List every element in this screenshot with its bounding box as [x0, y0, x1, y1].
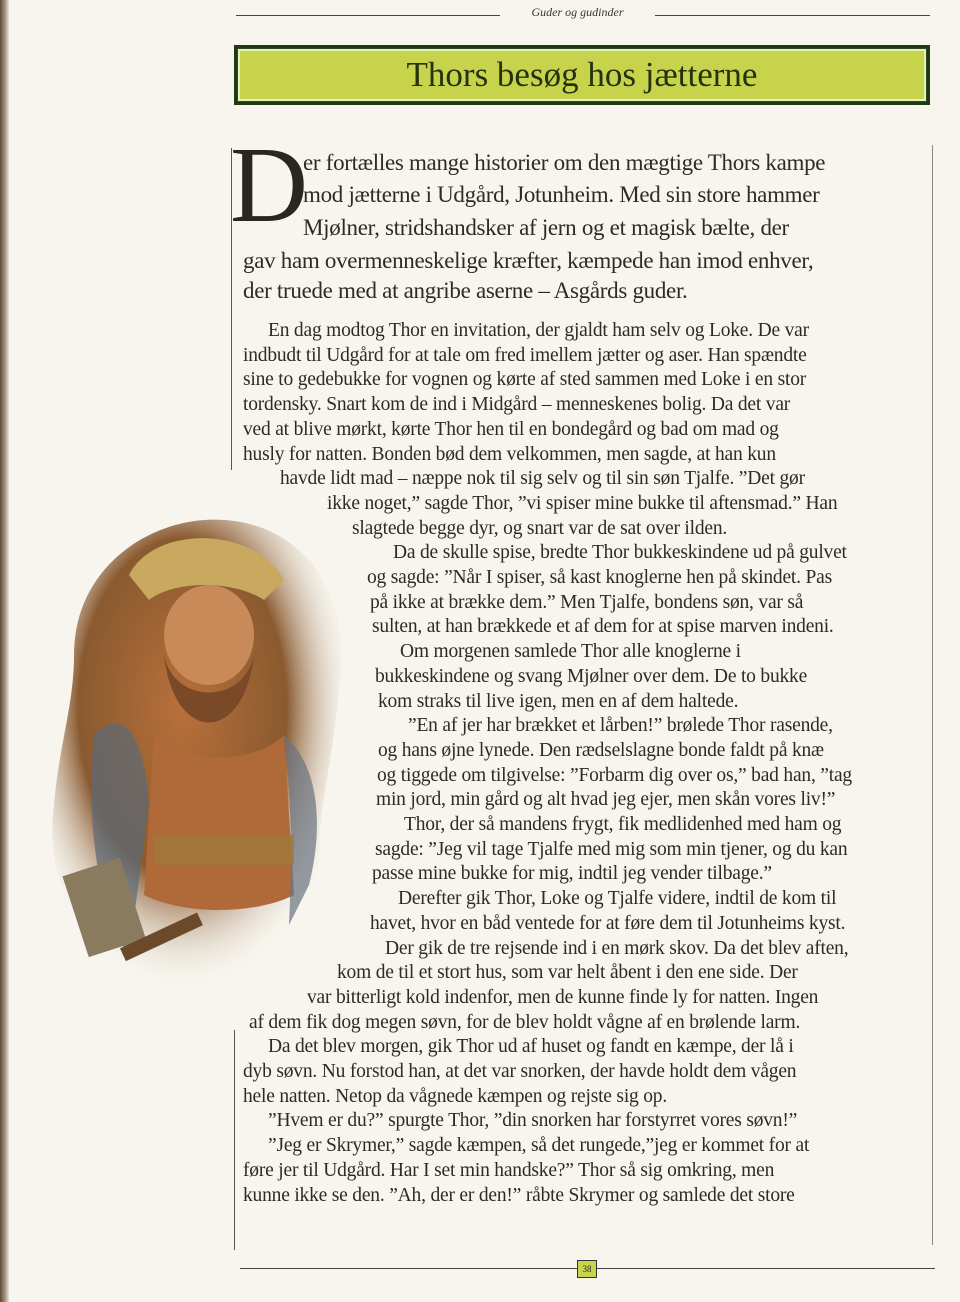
body-line: En dag modtog Thor en invitation, der gjaldt ham selv og Loke. De var: [268, 320, 809, 341]
body-line: sagde: ”Jeg vil tage Tjalfe med mig som min tjener, og du kan: [375, 838, 848, 860]
body-line: tordensky. Snart kom de ind i Midgård – menneskenes bolig. Da det var: [243, 394, 791, 416]
body-line: ikke noget,” sagde Thor, ”vi spiser mine bukke til aftensmad.” Han: [327, 492, 838, 514]
body-line: indbudt til Udgård for at tale om fred imellem jætter og aser. Han spændte: [243, 344, 807, 366]
body-line: bukkeskindene og svang Mjølner over dem. De to bukke: [375, 665, 808, 687]
body-line: hele natten. Netop da vågnede kæmpen og rejste sig op.: [243, 1085, 668, 1107]
body-line: var bitterligt kold indenfor, men de kunne finde ly for natten. Ingen: [307, 986, 819, 1008]
header-rule-left: [236, 15, 500, 16]
header-rule-right: [655, 15, 930, 16]
intro-line: mod jætterne i Udgård, Jotunheim. Med sin store hammer: [303, 182, 820, 207]
body-line: på ikke at brække dem.” Men Tjalfe, bondens søn, var så: [370, 591, 804, 613]
body-line: ”Hvem er du?” spurgte Thor, ”din snorken har forstyrret vores søvn!”: [268, 1110, 798, 1132]
footer-rule-left: [240, 1268, 577, 1269]
page-binding: [0, 0, 9, 1302]
drop-cap: D: [230, 126, 308, 245]
body-line: kom de til et stort hus, som var helt åbent i den ene side. Der: [337, 962, 798, 984]
body-line: og tiggede om tilgivelse: ”Forbarm dig over os,” bad han, ”tag: [377, 764, 852, 786]
body-line: ”Jeg er Skrymer,” sagde kæmpen, så det rungede,”jeg er kommet for at: [268, 1135, 810, 1157]
illustration-thor: [34, 505, 379, 1000]
body-line: slagtede begge dyr, og snart var de sat over ilden.: [352, 517, 728, 539]
body-line: Derefter gik Thor, Loke og Tjalfe videre, indtil de kom til: [398, 888, 837, 910]
body-line: havet, hvor en båd ventede for at føre dem til Jotunheims kyst.: [370, 912, 846, 934]
body-line: ved at blive mørkt, kørte Thor hen til en bondegård og bad om mad og: [243, 418, 779, 440]
page-number: 38: [577, 1260, 597, 1278]
intro-line: gav ham overmenneskelige kræfter, kæmpede han imod enhver,: [243, 248, 814, 273]
page-title: Thors besøg hos jætterne: [238, 49, 926, 101]
section-header: Guder og gudinder: [531, 5, 624, 19]
body-line: passe mine bukke for mig, indtil jeg vender tilbage.”: [372, 863, 772, 885]
body-line: Da det blev morgen, gik Thor ud af huset og fandt en kæmpe, der lå i: [268, 1036, 794, 1058]
body-line: af dem fik dog megen søvn, for de blev holdt vågne af en brølende larm.: [249, 1011, 801, 1033]
body-line: Thor, der så mandens frygt, fik medlidenhed med ham og: [404, 814, 842, 835]
left-rule-bottom: [234, 1030, 235, 1250]
body-line: Om morgenen samlede Thor alle knoglerne i: [400, 641, 741, 663]
body-line: kunne ikke se den. ”Ah, der er den!” råbte Skrymer og samlede det store: [243, 1184, 795, 1206]
intro-line: er fortælles mange historier om den mægtige Thors kampe: [303, 150, 826, 175]
body-line: og sagde: ”Når I spiser, så kast knoglerne hen på skindet. Pas: [367, 567, 832, 588]
body-line: Der gik de tre rejsende ind i en mørk skov. Da det blev aften,: [385, 937, 849, 959]
body-line: havde lidt mad – næppe nok til sig selv og til sin søn Tjalfe. ”Det gør: [280, 468, 805, 490]
intro-line: Mjølner, stridshandsker af jern og et magisk bælte, der: [303, 215, 789, 240]
body-line: min jord, min gård og alt hvad jeg ejer, men skån vores liv!”: [376, 789, 836, 811]
intro-line: der truede med at angribe aserne – Asgårds guder.: [243, 278, 688, 303]
body-line: Da de skulle spise, bredte Thor bukkeskindene ud på gulvet: [393, 542, 847, 564]
right-rule: [932, 145, 933, 1245]
footer-rule-right: [597, 1268, 935, 1269]
body-line: husly for natten. Bonden bød dem velkommen, men sagde, at han kun: [243, 443, 776, 465]
title-box: [234, 45, 930, 105]
body-line: kom straks til live igen, men en af dem haltede.: [378, 690, 739, 712]
body-line: ”En af jer har brækket et lårben!” brølede Thor rasende,: [408, 715, 833, 737]
body-line: sulten, at han brækkede et af dem for at spise marven indeni.: [372, 616, 834, 638]
body-line: dyb søvn. Nu forstod han, at det var snorken, der havde holdt dem vågen: [243, 1061, 797, 1082]
body-line: sine to gedebukke for vognen og kørte af sted sammen med Loke i en stor: [243, 369, 807, 391]
body-line: føre jer til Udgård. Har I set min handske?” Thor så sig omkring, men: [243, 1159, 775, 1181]
body-line: og hans øjne lynede. Den rædselslagne bonde faldt på knæ: [378, 739, 824, 761]
